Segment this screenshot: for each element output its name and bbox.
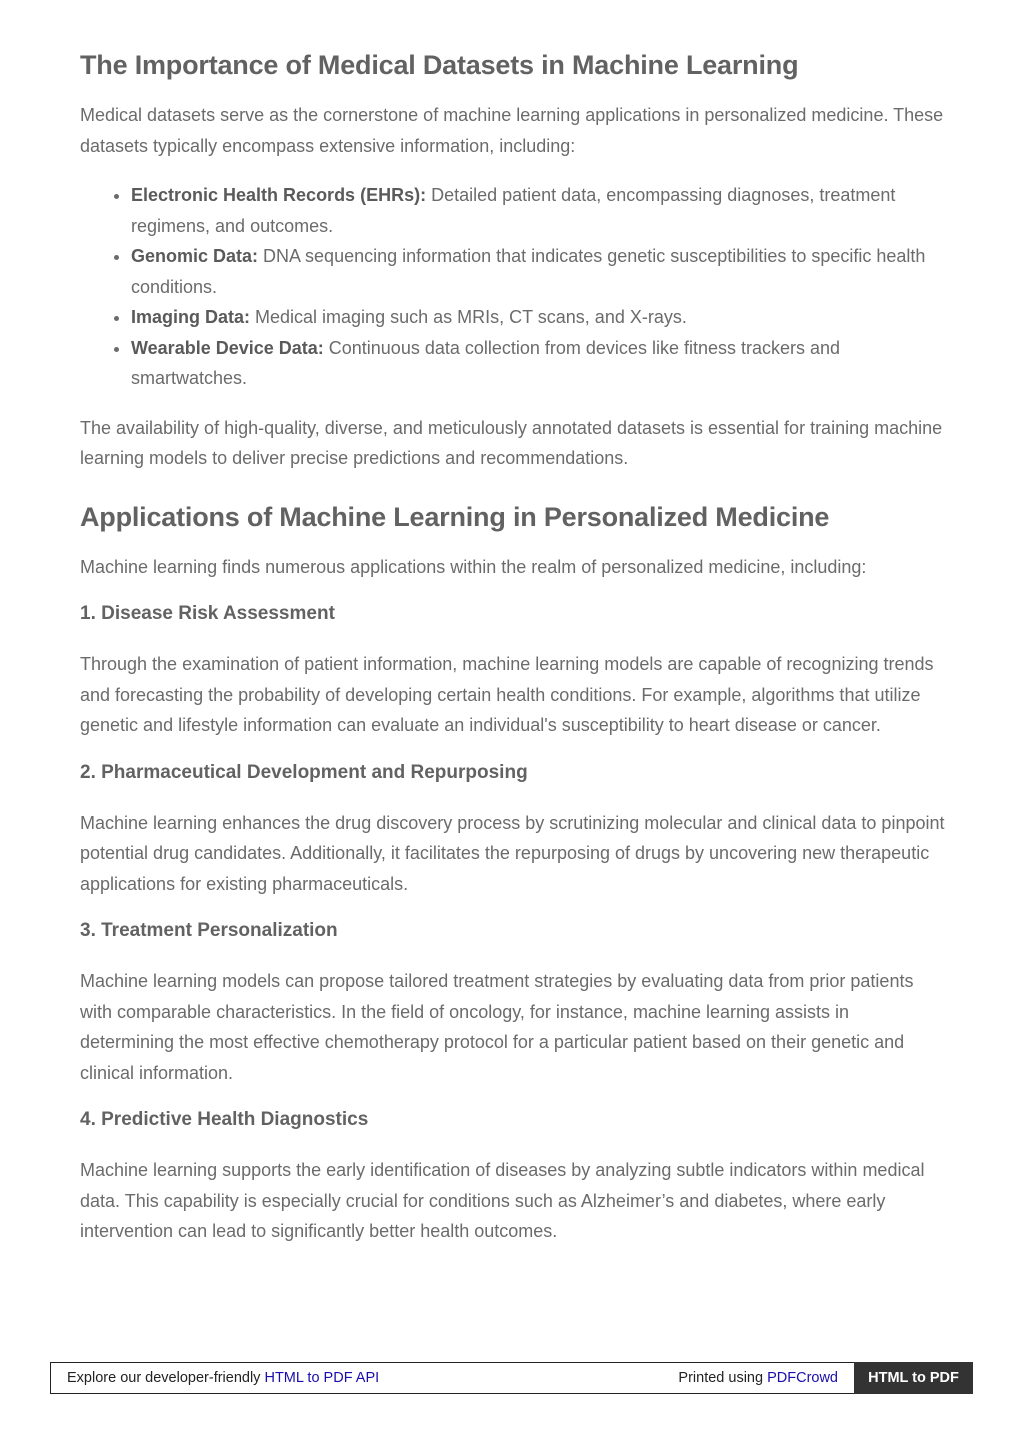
section-intro-paragraph: Medical datasets serve as the cornerstone of machine learning applications in personalized medicine. These datasets typically encompass extensive information, including: <box>80 105 944 156</box>
footer-promo <box>67 1363 379 1393</box>
pdf-footer-bar <box>50 1362 973 1394</box>
list-item-text: Medical imaging such as MRIs, CT scans, and X-rays. <box>250 307 687 327</box>
list-item-term: Electronic Health Records (EHRs): <box>131 185 427 205</box>
list-item-text: Detailed patient data, encompassing diagnoses, treatment regimens, and outcomes. <box>131 185 896 236</box>
subsection-body: Machine learning supports the early identification of diseases by analyzing subtle indicators within medical data. This capability is especially crucial for conditions such as Alzheimer’s and diabetes, where early intervention can lead to significantly better health outcomes. <box>80 1160 925 1241</box>
section-title-applications: Applications of Machine Learning in Personalized Medicine <box>80 501 830 532</box>
list-item <box>131 241 946 302</box>
list-item-text: DNA sequencing information that indicates genetic susceptibilities to specific health conditions. <box>131 246 926 297</box>
section-closing-paragraph: The availability of high-quality, diverse, and meticulously annotated datasets is essential for training machine learning models to deliver precise predictions and recommendations. <box>80 417 943 468</box>
list-item <box>131 333 946 394</box>
list-item-term: Wearable Device Data: <box>131 337 324 358</box>
subsection-heading: 1. Disease Risk Assessment <box>80 603 335 624</box>
subsection-body: Machine learning models can propose tailored treatment strategies by evaluating data from prior patients with comparable characteristics. In the field of oncology, for instance, machine learning assists in determining the most effective chemotherapy protocol for a particular patient based on their genetic and clinical information. <box>80 971 914 1083</box>
subsection-body: Through the examination of patient information, machine learning models are capable of recognizing trends and forecasting the probability of developing certain health conditions. For example, algorithms that utilize genetic and lifestyle information can evaluate an individual's susceptibility to heart disease or cancer. <box>80 654 934 735</box>
footer-printed-text: Printed using <box>678 1370 768 1386</box>
document-content <box>80 40 946 1247</box>
footer-printed-using <box>678 1363 838 1393</box>
subsection-heading: 4. Predictive Health Diagnostics <box>80 1109 369 1130</box>
list-item <box>131 302 946 333</box>
section-intro-paragraph: Machine learning finds numerous applications within the realm of personalized medicine, including: <box>80 556 867 577</box>
subsection-heading: 3. Treatment Personalization <box>80 920 338 941</box>
section-title-medical-datasets: The Importance of Medical Datasets in Machine Learning <box>80 50 799 80</box>
list-item <box>131 180 946 241</box>
html-to-pdf-api-link[interactable]: HTML to PDF API <box>264 1370 380 1386</box>
list-item-term: Genomic Data: <box>131 246 259 266</box>
dataset-types-list <box>80 180 946 394</box>
subsection-heading: 2. Pharmaceutical Development and Repurposing <box>80 761 528 783</box>
pdfcrowd-link[interactable]: PDFCrowd <box>767 1370 838 1386</box>
html-to-pdf-badge[interactable]: HTML to PDF <box>854 1362 973 1394</box>
list-item-term: Imaging Data: <box>131 307 251 327</box>
list-item-text: Continuous data collection from devices like fitness trackers and smartwatches. <box>131 337 841 388</box>
subsection-body: Machine learning enhances the drug discovery process by scrutinizing molecular and clinical data to pinpoint potential drug candidates. Additionally, it facilitates the repurposing of drugs by uncovering new therapeutic applications for existing pharmaceuticals. <box>80 812 945 894</box>
footer-promo-text: Explore our developer-friendly <box>67 1370 265 1386</box>
